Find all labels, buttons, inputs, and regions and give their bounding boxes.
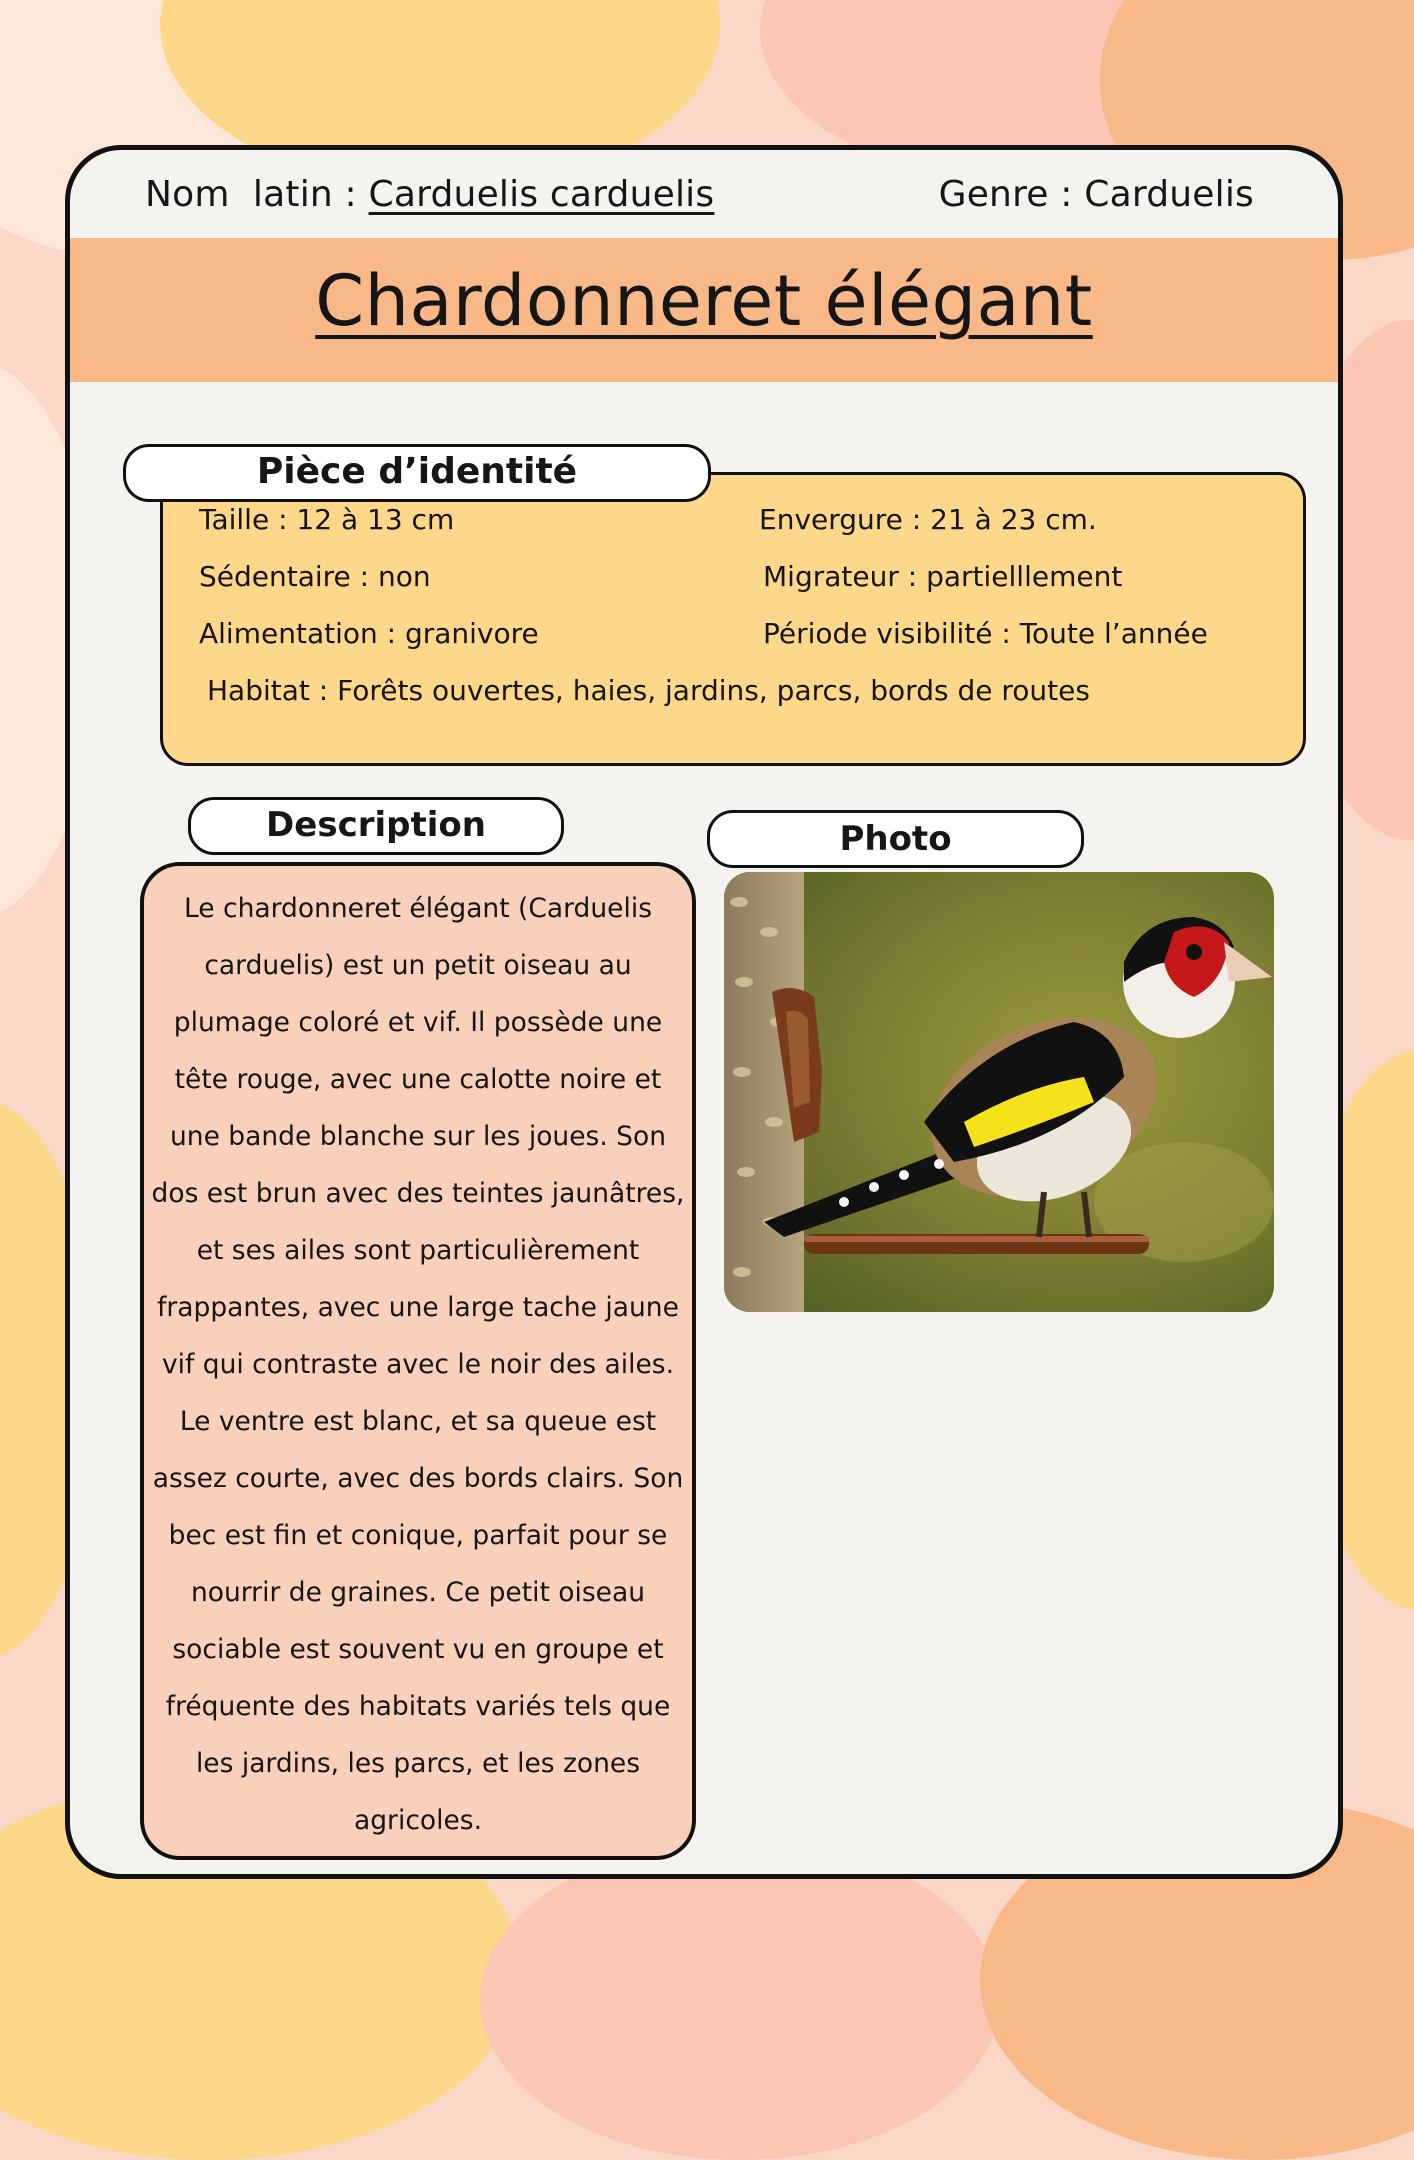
- description-heading-pill: [188, 797, 564, 855]
- migrateur-field: Migrateur : partielllement: [763, 560, 1123, 593]
- background-blob: [480, 1840, 1000, 2160]
- goldfinch-photo: [724, 872, 1274, 1312]
- identity-heading-pill: [123, 444, 711, 502]
- description-box: [140, 862, 696, 1860]
- habitat-field: Habitat : Forêts ouvertes, haies, jardins, parcs, bords de routes: [207, 674, 1090, 707]
- genre-label: Genre :: [938, 174, 1085, 215]
- title-band: [70, 238, 1338, 382]
- description-heading: Description: [266, 805, 486, 845]
- alimentation-field: Alimentation : granivore: [199, 617, 539, 650]
- page-title: Chardonneret élégant: [315, 260, 1093, 342]
- latin-name-line: [145, 174, 714, 215]
- genre-line: [939, 174, 1254, 215]
- identity-box: [160, 472, 1306, 766]
- latin-name-value: Carduelis carduelis: [368, 174, 715, 215]
- photo-heading-pill: [707, 810, 1084, 868]
- latin-name-label: Nom latin :: [145, 174, 369, 215]
- genre-value: Carduelis: [1084, 174, 1254, 215]
- taille-field: Taille : 12 à 13 cm: [199, 503, 455, 536]
- identity-heading: Pièce d’identité: [256, 451, 578, 492]
- sedentaire-field: Sédentaire : non: [199, 560, 431, 593]
- photo-heading: Photo: [839, 819, 952, 859]
- periode-field: Période visibilité : Toute l’année: [763, 617, 1208, 650]
- description-text: Le chardonneret élégant (Carduelis carduelis) est un petit oiseau au plumage coloré et vif. Il possède une tête rouge, avec une calotte noire et une bande blanche sur les joues. Son dos est brun avec des teintes jaunâtres, et ses ailes sont particulièrement frappantes, avec une large tache jaune vif qui contraste avec le noir des ailes. Le ventre est blanc, et sa queue est assez courte, avec des bords clairs. Son bec est fin et conique, parfait pour se nourrir de graines. Ce petit oiseau sociable est souvent vu en groupe et fréquente des habitats variés tels que les jardins, les parcs, et les zones agricoles.: [151, 893, 685, 1836]
- species-card: [65, 145, 1343, 1879]
- goldfinch-photo-icon: [724, 872, 1274, 1312]
- envergure-field: Envergure : 21 à 23 cm.: [759, 503, 1097, 536]
